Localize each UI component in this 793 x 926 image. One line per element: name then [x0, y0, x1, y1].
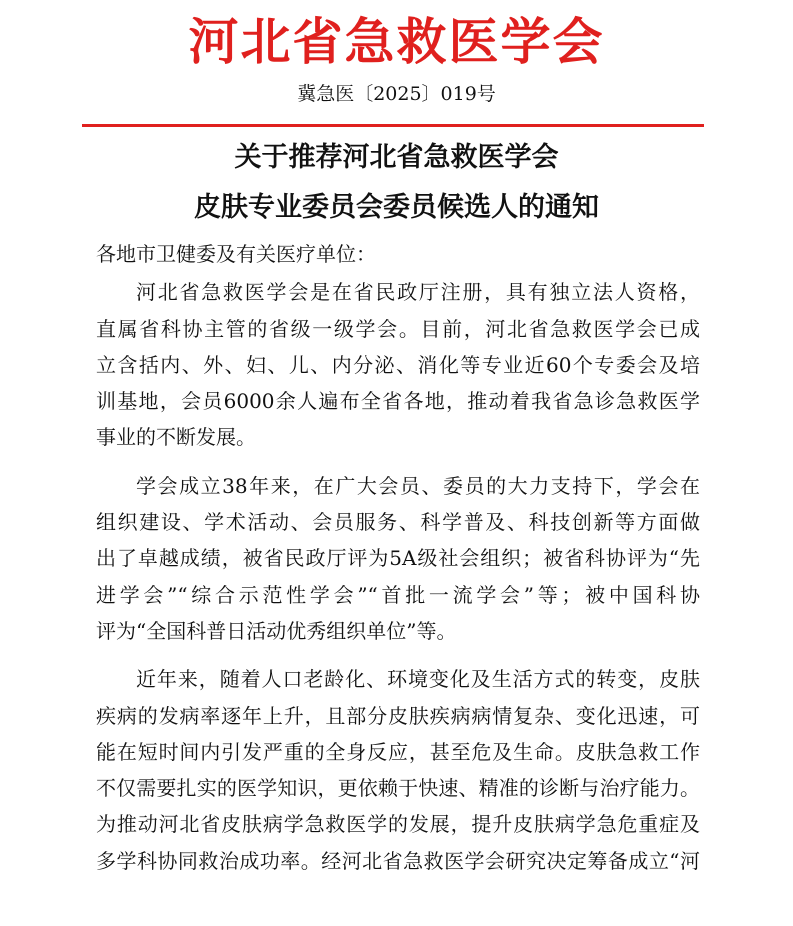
notice-title-line-1: 关于推荐河北省急救医学会: [234, 142, 559, 173]
paragraph-line: 训基地，会员6000余人遍布全省各地，推动着我省急诊急救医学: [96, 389, 700, 414]
notice-title-line-2: 皮肤专业委员会委员候选人的通知: [194, 192, 599, 223]
letterhead-divider: [82, 124, 704, 127]
document-number: 冀急医〔2025〕019号: [297, 83, 496, 105]
paragraph-line: 能在短时间内引发严重的全身反应，甚至危及生命。皮肤急救工作: [96, 739, 700, 764]
notice-body: [96, 236, 700, 879]
paragraph-line: 立含括内、外、妇、儿、内分泌、消化等专业近60个专委会及培: [96, 352, 700, 377]
paragraph-line: 不仅需要扎实的医学知识，更依赖于快速、精准的诊断与治疗能力。: [96, 776, 700, 801]
paragraph-line: 为推动河北省皮肤病学急救医学的发展，提升皮肤病学急危重症及: [96, 812, 700, 837]
paragraph-line: 进学会”“综合示范性学会”“首批一流学会”等；被中国科协: [96, 582, 700, 607]
paragraph-line: 出了卓越成绩，被省民政厅评为5A级社会组织；被省科协评为“先: [96, 546, 700, 571]
paragraph-line: 疾病的发病率逐年上升，且部分皮肤疾病病情复杂、变化迅速，可: [96, 703, 700, 728]
paragraph-line: 组织建设、学术活动、会员服务、科学普及、科技创新等方面做: [96, 510, 700, 535]
paragraph-line: 近年来，随着人口老龄化、环境变化及生活方式的转变，皮肤: [136, 667, 700, 692]
paragraph-line: 学会成立38年来，在广大会员、委员的大力支持下，学会在: [136, 473, 700, 498]
paragraph-line: 评为“全国科普日活动优秀组织单位”等。: [96, 618, 457, 643]
paragraph-line: 直属省科协主管的省级一级学会。目前，河北省急救医学会已成: [96, 316, 700, 341]
salutation: 各地市卫健委及有关医疗单位：: [96, 242, 376, 266]
paragraph-line: 河北省急救医学会是在省民政厅注册，具有独立法人资格，: [136, 280, 700, 305]
org-letterhead: 河北省急救医学会: [188, 13, 605, 71]
paragraph-line: 多学科协同救治成功率。经河北省急救医学会研究决定筹备成立“河: [96, 848, 700, 873]
paragraph-line: 事业的不断发展。: [96, 425, 256, 450]
